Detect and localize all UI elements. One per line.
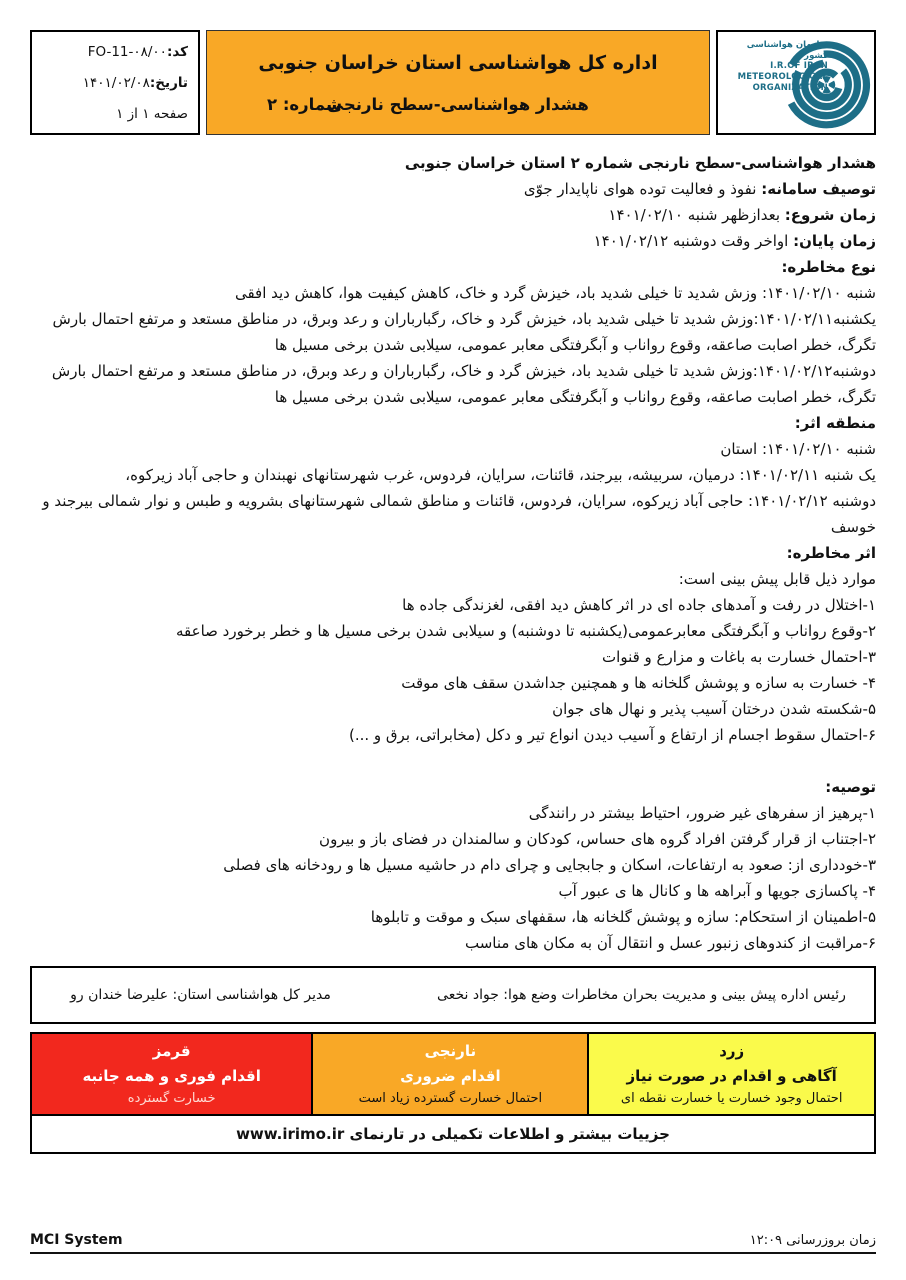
effect-item: ۴- خسارت به سازه و پوشش گلخانه ها و همچنین جداشدن سقف های موقت: [401, 674, 876, 692]
end-time-line: [30, 228, 876, 254]
end-label: زمان پایان:: [793, 232, 876, 250]
mci-system-label: MCI System: [30, 1232, 123, 1248]
advice-item: ۳-خودداری از: صعود به ارتفاعات، اسکان و جابجایی و چرای دام در حاشیه مسیل ها و رودخانه های فصلی: [223, 856, 876, 874]
start-value: بعدازظهر شنبه ۱۴۰۱/۰۲/۱۰: [608, 206, 785, 224]
effect-heading: اثر مخاطره:: [786, 544, 876, 562]
meta-page-row: صفحه ۱ از ۱: [116, 105, 188, 122]
level-red-cell: [32, 1034, 313, 1114]
start-time-line: [30, 202, 876, 228]
warning-subtitle: هشدار هواشناسی-سطح نارنجی: [327, 94, 589, 114]
hazard-type-heading: نوع مخاطره:: [781, 258, 876, 276]
hazard-line: دوشنبه۱۴۰۱/۰۲/۱۲:وزش شدید تا خیلی شدید باد، خیزش گرد و خاک، رگبارباران و رعد وبرق، در مناطق مستعد و مرتفع احتمال بارش تگرگ، خطر اصابت صاعقه، وقوع رواناب و آبگرفتگی معابر عمومی، سیلابی شدن برخی مسیل ها: [51, 362, 876, 406]
logo-en-line2: METEOROLOGICAL: [737, 71, 828, 82]
header-meta-box: [30, 30, 200, 135]
date-label: تاریخ:: [149, 74, 188, 91]
level-red-desc: خسارت گسترده: [127, 1090, 216, 1106]
end-value: اواخر وقت دوشنبه ۱۴۰۱/۰۲/۱۲: [593, 232, 794, 250]
effect-item: ۳-احتمال خسارت به باغات و مزارع و قنوات: [602, 648, 876, 666]
signature-box: [30, 966, 876, 1024]
level-yellow-name: زرد: [719, 1042, 745, 1061]
more-details-row: جزییات بیشتر و اطلاعات تکمیلی در تارنمای www.irimo.ir: [32, 1114, 874, 1152]
advice-item: ۵-اطمینان از استحکام: سازه و پوشش گلخانه ها، سقفهای سبک و موقت و تابلوها: [370, 908, 876, 926]
date-value: ۱۴۰۱/۰۲/۰۸: [82, 74, 150, 91]
advice-item: ۴- پاکسازی جویها و آبراهه ها و کانال ها ی عبور آب: [558, 882, 876, 900]
warning-number: شماره: ۲: [267, 94, 343, 114]
logo-en-line3: ORGANIZATION: [752, 82, 828, 93]
effect-item: ۲-وقوع رواناب و آبگرفتگی معابرعمومی(یکشنبه تا دوشنبه) و سیلابی شدن برخی مسیل ها و خطر برخورد صاعقه: [175, 622, 876, 640]
system-description-line: [30, 176, 876, 202]
level-yellow-desc: احتمال وجود خسارت یا خسارت نقطه ای: [620, 1090, 843, 1106]
level-orange-name: نارنجی: [424, 1042, 477, 1061]
document-content: [30, 30, 876, 1154]
header-title-box: [206, 30, 710, 135]
code-label: کد:: [166, 43, 188, 60]
meta-date-row: [42, 75, 188, 91]
advice-item: ۱-پرهیز از سفرهای غیر ضرور، احتیاط بیشتر در رانندگی: [528, 804, 876, 822]
region-heading: منطقه اثر:: [794, 414, 876, 432]
code-value: FO-11-۰۸/۰۰: [87, 43, 167, 60]
body-title: هشدار هواشناسی-سطح نارنجی شماره ۲ استان خراسان جنوبی: [404, 154, 876, 172]
effect-item: ۶-احتمال سقوط اجسام از ارتفاع و آسیب دیدن انواع تیر و دکل (مخابراتی، برق و ...): [348, 726, 876, 744]
org-title: اداره کل هواشناسی استان خراسان جنوبی: [258, 51, 658, 74]
hazard-line: شنبه ۱۴۰۱/۰۲/۱۰: وزش شدید تا خیلی شدید باد، خیزش گرد و خاک، کاهش کیفیت هوا، کاهش دید افقی: [234, 284, 876, 302]
forecast-chief-signature: رئیس اداره پیش بینی و مدیریت بحران مخاطرات وضع هوا: جواد نخعی: [437, 987, 846, 1003]
system-label: توصیف سامانه:: [761, 180, 876, 198]
logo-box: [716, 30, 876, 135]
level-red-name: قرمز: [152, 1042, 191, 1061]
warning-level-table: [30, 1032, 876, 1154]
advice-item: ۲-اجتناب از قرار گرفتن افراد گروه های حساس، کودکان و سالمندان در فضای باز و بیرون: [319, 830, 876, 848]
effect-item: ۱-اختلال در رفت و آمدهای جاده ای در اثر کاهش دید افقی، لغزندگی جاده ها: [402, 596, 876, 614]
level-yellow-cell: [589, 1034, 874, 1114]
document-body: [30, 150, 876, 956]
region-line: دوشنبه ۱۴۰۱/۰۲/۱۲: حاجی آباد زیرکوه، سرایان، فردوس، قائنات و مناطق شمالی شهرستانهای بشرویه و طبس و نوار شمالی بیرجند و خوسف: [42, 492, 876, 536]
warning-subtitle-row: [207, 95, 709, 114]
director-general-signature: مدیر کل هواشناسی استان: علیرضا خندان رو: [70, 987, 331, 1003]
effect-item: ۵-شکسته شدن درختان آسیب پذیر و نهال های جوان: [552, 700, 876, 718]
logo-text: [724, 40, 828, 93]
advice-item: ۶-مراقبت از کندوهای زنبور عسل و انتقال آن به مکان های مناسب: [465, 934, 876, 952]
warning-levels-row: [32, 1034, 874, 1114]
level-orange-desc: احتمال خسارت گسترده زیاد است: [358, 1090, 543, 1106]
level-orange-cell: [313, 1034, 589, 1114]
update-time-label: زمان بروزرسانی ۱۲:۰۹: [749, 1233, 876, 1248]
effect-intro: موارد ذیل قابل پیش بینی است:: [678, 570, 876, 588]
level-yellow-action: آگاهی و اقدام در صورت نیاز: [626, 1066, 837, 1085]
header: [30, 30, 876, 135]
advice-heading: توصیه:: [825, 778, 876, 796]
meta-code-row: [42, 44, 188, 60]
level-orange-action: اقدام ضروری: [400, 1066, 501, 1085]
level-red-action: اقدام فوری و همه جانبه: [82, 1066, 261, 1085]
hazard-line: یکشنبه۱۴۰۱/۰۲/۱۱:وزش شدید تا خیلی شدید باد، خیزش گرد و خاک، رگبارباران و رعد وبرق، در مناطق مستعد و مرتفع احتمال بارش تگرگ، خطر اصابت صاعقه، وقوع رواناب و آبگرفتگی معابر عمومی، سیلابی شدن برخی مسیل ها: [52, 310, 876, 354]
page-footer: [30, 1232, 876, 1254]
start-label: زمان شروع:: [784, 206, 876, 224]
logo-persian-name: سازمان هواشناسی کشور: [746, 40, 828, 61]
system-value: نفوذ و فعالیت توده هوای ناپایدار جوّی: [523, 180, 762, 198]
region-line: شنبه ۱۴۰۱/۰۲/۱۰: استان: [720, 440, 876, 458]
region-line: یک شنبه ۱۴۰۱/۰۲/۱۱: درمیان، سربیشه، بیرجند، قائنات، سرایان، فردوس، غرب شهرستانهای نهبندان و حاجی آباد زیرکوه،: [125, 466, 876, 484]
logo-en-line1: I.R.OF IRAN: [770, 61, 828, 72]
